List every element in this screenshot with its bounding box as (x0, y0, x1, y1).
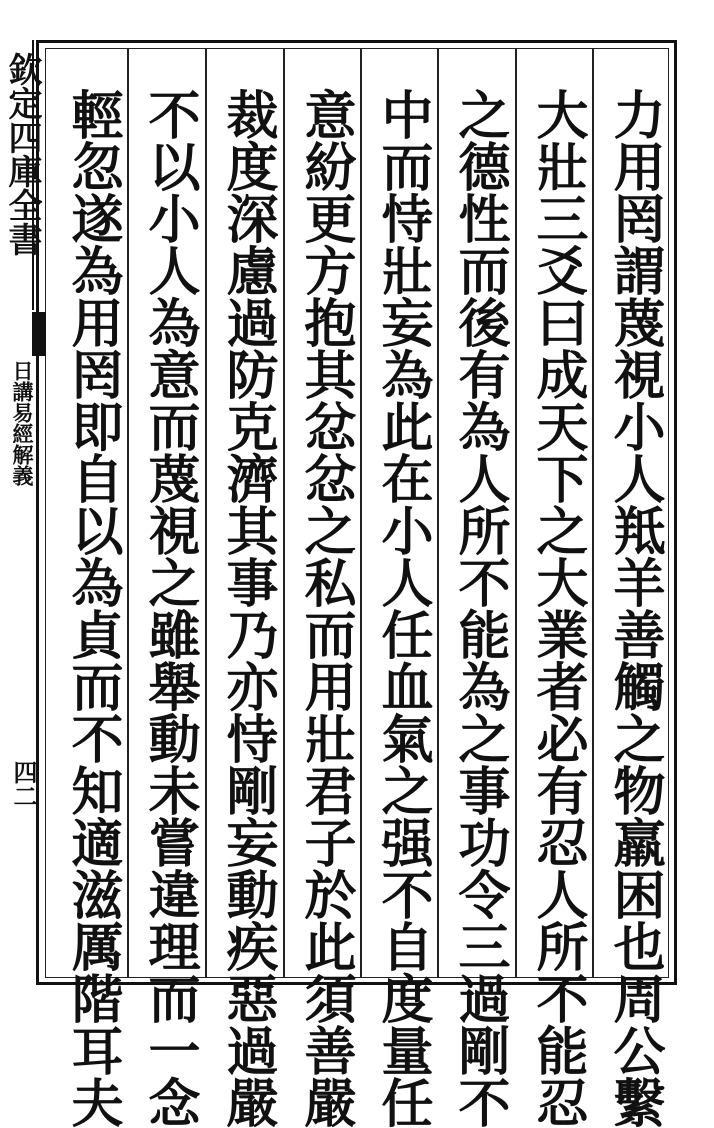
column-text: 大壯三爻曰成天下之大業者必有忍人所不能忍 (527, 88, 588, 1128)
text-column-5 (295, 88, 355, 1128)
text-column-8 (62, 88, 122, 1128)
page-number: 四二 (9, 760, 38, 808)
text-column-7 (139, 88, 199, 1128)
column-text: 裁度深慮過防克濟其事乃亦恃剛妄動疾惡過嚴 (217, 88, 278, 1128)
column-text: 輕忽遂為用罔即自以為貞而不知適滋厲階耳夫 (62, 88, 123, 1128)
text-column-6 (217, 88, 277, 1128)
column-text: 力用罔謂蔑視小人羝羊善觸之物羸困也周公繫 (604, 88, 665, 1128)
column-rule (127, 49, 129, 977)
book-title: 欽定四庫全書 (2, 52, 42, 256)
work-title: 日講易經解義 (10, 360, 35, 486)
column-rule (360, 49, 362, 977)
text-column-3 (449, 88, 509, 1128)
column-rule (437, 49, 439, 977)
column-text: 意紛更方抱其忿忿之私而用壯君子於此須善嚴 (295, 88, 356, 1128)
column-rule (515, 49, 517, 977)
column-rule (283, 49, 285, 977)
column-text: 中而恃壯妄為此在小人任血氣之强不自度量任 (372, 88, 433, 1128)
text-column-4 (372, 88, 432, 1128)
text-column-2 (527, 88, 587, 1128)
column-text: 不以小人為意而蔑視之雖舉動未嘗違理而一念 (139, 88, 200, 1128)
fish-tail-mark (32, 312, 46, 356)
text-column-1 (604, 88, 664, 1128)
column-text: 之德性而後有為人所不能為之事功令三過剛不 (449, 88, 510, 1128)
column-rule (592, 49, 594, 977)
column-rule (205, 49, 207, 977)
